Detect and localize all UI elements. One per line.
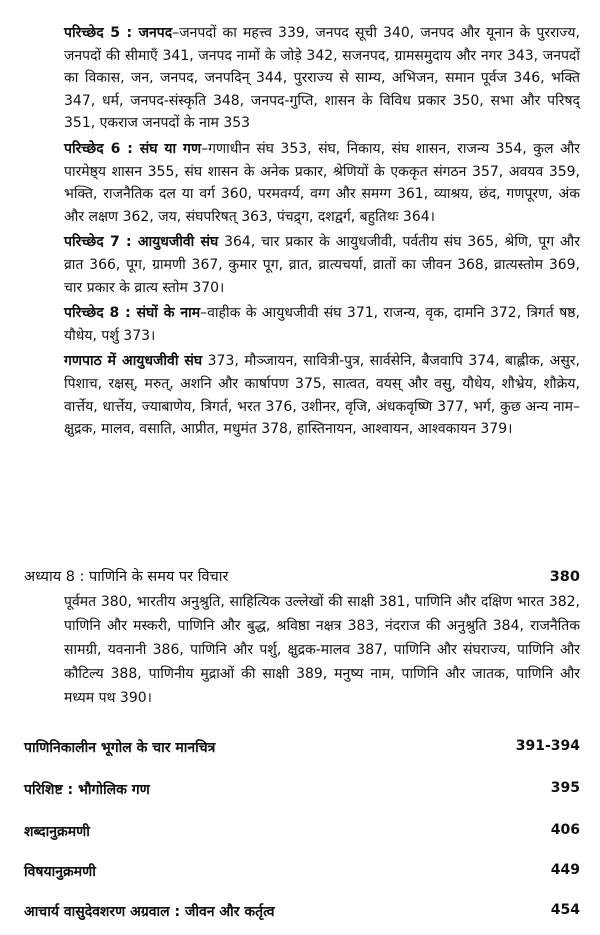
section-text: –जनपदों का महत्त्व 339, जनपद सूची 340, जनपद और यूनान के पुरराज्य, जनपदों की सीमाएँ 341, जनपद नामों के जोड़े 342, सजनपद, ग्रामसमुदाय और नगर 343, जनपदों का विकास, जन, जनपद, जनपदिन् 344, पुरराज्य से साम्य, अभिजन, समान पूर्वज 346, भक्ति 347, धर्म, जनपद-संस्कृति 348, जनपद-गुप्ति, शासन के विविध प्रकार 350, सभा और परिषद् 351, एकराज जनपदों के नाम 353 bbox=[64, 25, 580, 132]
chapter-title: अध्याय 8 : पाणिनि के समय पर विचार bbox=[24, 569, 229, 585]
section-text: 364, चार प्रकार के आयुधजीवी, पर्वतीय संघ 365, श्रेणि, पूग और व्रात 366, पूग, ग्रामणी 367, कुमार पूग, व्रात, व्रात्यचर्या, व्रातों का जीवन 368, व्रात्यस्तोम 369, चार प्रकार के व्रात्य स्तोम 370। bbox=[64, 234, 580, 296]
chapter-body: पूर्वमत 380, भारतीय अनुश्रुति, साहित्यिक उल्लेखों की साक्षी 381, पाणिनि और दक्षिण भारत 382, पाणिनि और मस्करी, पाणिनि और बुद्ध, श्रविष्ठा नक्षत्र 383, नंदराज की अनुश्रुति 384, राजनैतिक सामग्री, यवनानी 386, पाणिनि और पर्शु, क्षुद्रक-मालव 387, पाणिनि और संघराज्य, पाणिनि और कौटिल्य 388, पाणिनीय मुद्राओं की साक्षी 389, मनुष्य नाम, पाणिनि और जातक, पाणिनि और मध्यम पथ 390। bbox=[64, 594, 580, 706]
entry-label: शब्दानुक्रमणी bbox=[24, 824, 90, 840]
entry-page-number: 395 bbox=[550, 780, 580, 796]
chapter-title-row bbox=[24, 566, 580, 588]
section-ganapatha bbox=[64, 350, 580, 440]
section-heading: परिच्छेद 8 : संघों के नाम bbox=[64, 305, 201, 322]
section-heading: परिच्छेद 5 : जनपद bbox=[64, 25, 173, 41]
toc-entry-subject-index bbox=[24, 862, 580, 881]
chapter-8 bbox=[24, 566, 580, 710]
section-text: –वाहीक के आयुधजीवी संघ 371, राजन्य, वृक, दामनि 372, त्रिगर्त षष्ठ, यौधेय, पर्शु 373। bbox=[64, 305, 580, 344]
section-7 bbox=[64, 231, 580, 299]
toc-entry-appendix bbox=[24, 780, 580, 799]
section-list bbox=[64, 22, 580, 444]
section-6 bbox=[64, 138, 580, 228]
toc-entry-biography bbox=[24, 902, 580, 921]
section-heading: परिच्छेद 7 : आयुधजीवी संघ bbox=[64, 234, 219, 251]
toc-entry-maps bbox=[24, 738, 580, 757]
section-text: 373, मौञ्जायन, सावित्री-पुत्र, सार्वसेनि, बैजवापि 374, बाह्लीक, असुर, पिशाच, रक्षस्, मरुत्, अशनि और कार्षापण 375, सात्वत, वयस् और वसु, यौधेय, शौभ्रेय, शौक्रेय, वार्त्तेय, धार्त्तेय, ज्याबाणेय, त्रिगर्त, भरत 376, उशीनर, वृजि, अंधकवृष्णि 377, भर्ग, कुछ अन्य नाम–क्षुद्रक, मालव, वसाति, आप्रीत, मधुमंत 378, हास्तिनायन, आश्वायन, आश्वकायन 379। bbox=[64, 353, 580, 438]
section-8 bbox=[64, 302, 580, 347]
entry-label: पाणिनिकालीन भूगोल के चार मानचित्र bbox=[24, 740, 216, 756]
section-text: –गणाधीन संघ 353, संघ, निकाय, संघ शासन, राजन्य 354, कुल और पारमेष्ठ्य शासन 355, संघ शासन के अनेक प्रकार, श्रेणियों के एककृत संगठन 357, अवयव 359, भक्ति, राजनैतिक दल या वर्ग 360, परमवर्ग्य, वग्ग और समग्ग 361, व्याश्रय, छंद, गणपूरण, अंक और लक्षण 362, जय, संघपरिषत् 363, पंचद्र्ग, दशद्वर्ग, बहुतिथः 364। bbox=[64, 140, 581, 225]
entry-page-number: 391-394 bbox=[515, 738, 580, 754]
section-5 bbox=[64, 22, 580, 135]
section-heading: परिच्छेद 6 : संघ या गण bbox=[64, 140, 202, 157]
entry-page-number: 449 bbox=[550, 862, 580, 878]
entry-label: विषयानुक्रमणी bbox=[24, 864, 96, 880]
entry-page-number: 454 bbox=[550, 902, 580, 918]
toc-entry-word-index bbox=[24, 822, 580, 841]
chapter-page-number: 380 bbox=[549, 569, 580, 585]
entry-label: परिशिष्ट : भौगोलिक गण bbox=[24, 782, 150, 798]
entry-page-number: 406 bbox=[550, 822, 580, 838]
section-heading: गणपाठ में आयुधजीवी संघ bbox=[64, 353, 203, 370]
entry-label: आचार्य वासुदेवशरण अग्रवाल : जीवन और कर्तृत्व bbox=[24, 904, 275, 920]
